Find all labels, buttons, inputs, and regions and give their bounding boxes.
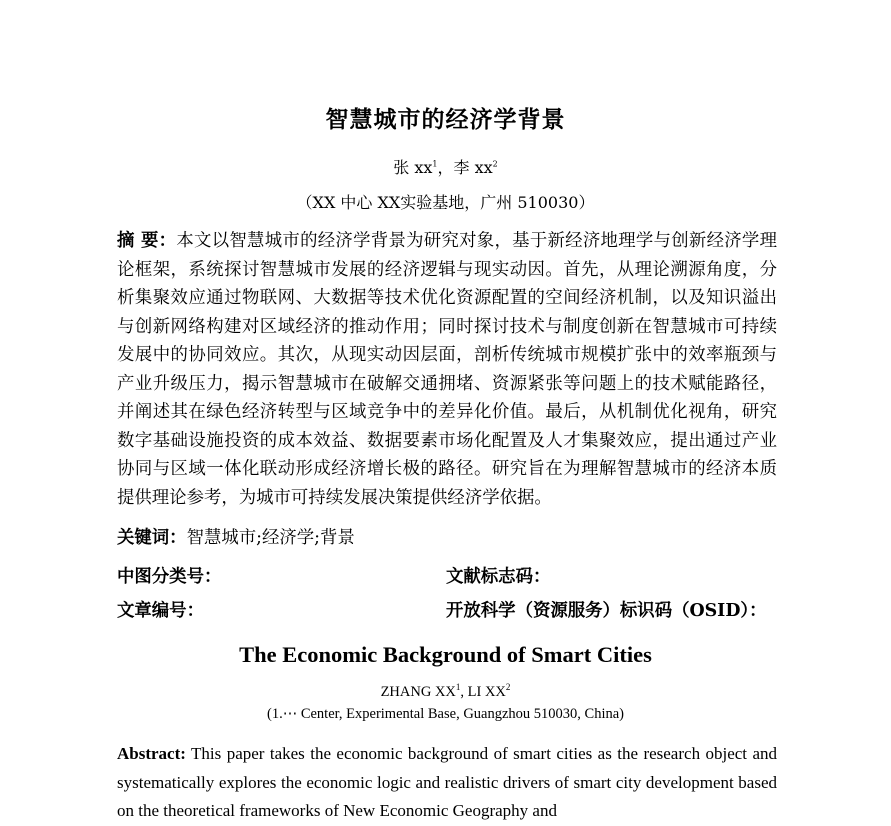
- affiliation-cn: （XX 中心 XX实验基地，广州 510030）: [296, 193, 595, 212]
- author-separator-cn: ，: [437, 158, 454, 177]
- author-1-cn: 张 xx: [393, 158, 433, 177]
- paper-title-cn: 智慧城市的经济学背景: [325, 106, 566, 133]
- abstract-en-label: Abstract:: [117, 744, 186, 763]
- author-2-cn: 李 xx: [453, 158, 493, 177]
- author-2-en: LI XX: [467, 683, 506, 700]
- keywords-value: 智慧城市;经济学;背景: [186, 528, 355, 548]
- keywords-label: 关键词：: [117, 528, 187, 548]
- abstract-cn-text: 本文以智慧城市的经济学背景为研究对象，基于新经济地理学与创新经济学理论框架，系统探讨智慧城市发展的经济逻辑与现实动因。首先，从理论溯源角度，分析集聚效应通过物联网、大数据等技术优化资源配置的空间经济机制，以及知识溢出与创新网络构建对区域经济的推动作用；同时探讨技术与制度创新在智慧城市可持续发展中的协同效应。其次，从现实动因层面，剖析传统城市规模扩张中的效率瓶颈与产业升级压力，揭示智慧城市在破解交通拥堵、资源紧张等问题上的技术赋能路径，并阐述其在绿色经济转型与区域竞争中的差异化价值。最后，从机制优化视角，研究数字基础设施投资的成本效益、数据要素市场化配置及人才集聚效应，提出通过产业协同与区域一体化联动形成经济增长极的路径。研究旨在为理解智慧城市的经济本质提供理论参考，为城市可持续发展决策提供经济学依据。: [117, 231, 777, 508]
- author-2-affil-mark: 2: [492, 159, 498, 169]
- affiliation-en: (1.⋯ Center, Experimental Base, Guangzhou 510030, China): [267, 706, 624, 722]
- osid-label: 开放科学（资源服务）标识码（OSID）：: [446, 601, 767, 621]
- clc-number-label: 中图分类号：: [117, 567, 222, 587]
- keywords-cn: [117, 523, 355, 548]
- author-1-affil-mark-en: 1: [455, 682, 461, 692]
- author-separator-en: ,: [460, 683, 468, 700]
- article-number-label: 文章编号：: [117, 601, 204, 621]
- abstract-cn-label: 摘 要：: [117, 231, 177, 251]
- authors-cn: [0, 155, 891, 178]
- paper-title-en: The Economic Background of Smart Cities: [239, 642, 652, 667]
- author-1-en: ZHANG XX: [380, 683, 456, 700]
- authors-en: [0, 682, 891, 701]
- abstract-cn: [117, 227, 777, 512]
- abstract-en: [117, 740, 777, 826]
- document-code-label: 文献标志码：: [446, 567, 551, 587]
- author-2-affil-mark-en: 2: [505, 682, 511, 692]
- abstract-en-text: This paper takes the economic background of smart cities as the research object and systematically explores the economic logic and realistic drivers of smart city development based on the theoretical frameworks of New Economic Geography and: [117, 744, 777, 820]
- author-1-affil-mark: 1: [432, 159, 438, 169]
